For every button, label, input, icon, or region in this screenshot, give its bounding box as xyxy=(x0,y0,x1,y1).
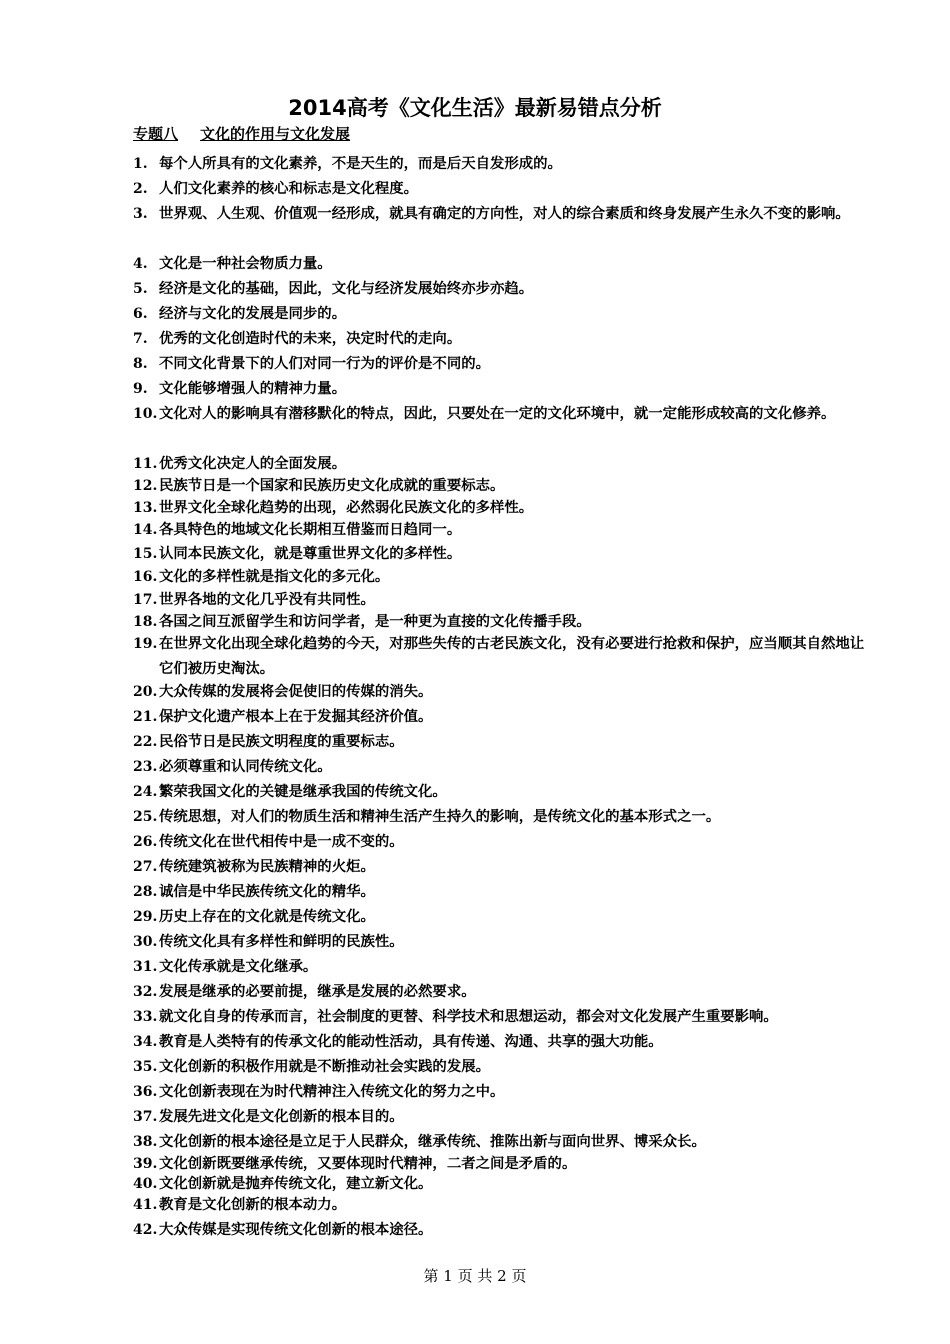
item-text: 保护文化遗产根本上在于发掘其经济价值。 xyxy=(159,709,433,725)
item-number: 33. xyxy=(133,1009,158,1025)
section-heading xyxy=(133,124,350,144)
item-number: 12. xyxy=(133,478,158,494)
item-number: 24. xyxy=(133,784,158,800)
item-text: 文化传承就是文化继承。 xyxy=(159,959,318,975)
item-number: 6. xyxy=(133,306,148,322)
item-number: 20. xyxy=(133,684,158,700)
list-item xyxy=(133,1193,868,1218)
item-number: 22. xyxy=(133,734,158,750)
item-text: 优秀的文化创造时代的未来，决定时代的走向。 xyxy=(159,331,462,347)
item-text: 认同本民族文化，就是尊重世界文化的多样性。 xyxy=(159,546,462,562)
item-text: 文化创新既要继承传统，又要体现时代精神，二者之间是矛盾的。 xyxy=(159,1156,577,1172)
item-text: 文化创新表现在为时代精神注入传统文化的努力之中。 xyxy=(159,1084,505,1100)
section-name: 文化的作用与文化发展 xyxy=(200,125,351,143)
item-text: 每个人所具有的文化素养，不是天生的，而是后天自发形成的。 xyxy=(159,156,562,172)
item-number: 9. xyxy=(133,381,148,397)
list-item xyxy=(133,565,868,590)
item-text: 优秀文化决定人的全面发展。 xyxy=(159,456,347,472)
item-number: 16. xyxy=(133,569,158,585)
list-item xyxy=(133,780,868,805)
list-item xyxy=(133,542,868,567)
list-item xyxy=(133,1218,868,1243)
item-number: 18. xyxy=(133,614,158,630)
item-number: 17. xyxy=(133,592,158,608)
item-text: 就文化自身的传承而言，社会制度的更替、科学技术和思想运动，都会对文化发展产生重要影响。 xyxy=(159,1009,778,1025)
item-number: 35. xyxy=(133,1059,158,1075)
list-item xyxy=(133,277,868,302)
item-number: 27. xyxy=(133,859,158,875)
list-item xyxy=(133,880,868,905)
list-item xyxy=(133,1055,868,1080)
section-label: 专题八 xyxy=(133,125,179,143)
list-item xyxy=(133,402,868,427)
item-number: 21. xyxy=(133,709,158,725)
item-number: 37. xyxy=(133,1109,158,1125)
item-text: 文化对人的影响具有潜移默化的特点，因此，只要处在一定的文化环境中，就一定能形成较高的文化修养。 xyxy=(159,406,836,422)
item-text: 文化创新的根本途径是立足于人民群众，继承传统、推陈出新与面向世界、博采众长。 xyxy=(159,1134,706,1150)
item-number: 14. xyxy=(133,522,158,538)
list-item xyxy=(133,755,868,780)
list-item xyxy=(133,955,868,980)
list-item xyxy=(133,518,868,543)
item-number: 42. xyxy=(133,1222,158,1238)
list-item xyxy=(133,202,868,227)
item-text: 民族节日是一个国家和民族历史文化成就的重要标志。 xyxy=(159,478,505,494)
item-text: 世界文化全球化趋势的出现，必然弱化民族文化的多样性。 xyxy=(159,500,534,516)
item-text: 大众传媒是实现传统文化创新的根本途径。 xyxy=(159,1222,433,1238)
item-number: 38. xyxy=(133,1134,158,1150)
item-text: 历史上存在的文化就是传统文化。 xyxy=(159,909,375,925)
list-item xyxy=(133,805,868,830)
item-number: 25. xyxy=(133,809,158,825)
list-item xyxy=(133,705,868,730)
item-text: 文化是一种社会物质力量。 xyxy=(159,256,332,272)
item-text: 民俗节日是民族文明程度的重要标志。 xyxy=(159,734,404,750)
item-text: 人们文化素养的核心和标志是文化程度。 xyxy=(159,181,419,197)
list-item xyxy=(133,252,868,277)
item-text: 文化的多样性就是指文化的多元化。 xyxy=(159,569,390,585)
item-text: 诚信是中华民族传统文化的精华。 xyxy=(159,884,375,900)
item-text: 不同文化背景下的人们对同一行为的评价是不同的。 xyxy=(159,356,490,372)
item-text: 传统文化具有多样性和鲜明的民族性。 xyxy=(159,934,404,950)
item-number: 26. xyxy=(133,834,158,850)
list-item xyxy=(133,1030,868,1055)
item-number: 39. xyxy=(133,1156,158,1172)
list-item xyxy=(133,1080,868,1105)
item-number: 11. xyxy=(133,456,158,472)
item-text: 发展先进文化是文化创新的根本目的。 xyxy=(159,1109,404,1125)
item-number: 34. xyxy=(133,1034,158,1050)
item-number: 31. xyxy=(133,959,158,975)
list-item xyxy=(133,980,868,1005)
item-number: 1. xyxy=(133,156,148,172)
list-item xyxy=(133,905,868,930)
item-text: 文化创新就是抛弃传统文化，建立新文化。 xyxy=(159,1176,433,1192)
list-item xyxy=(133,730,868,755)
list-item xyxy=(133,855,868,880)
list-item xyxy=(133,1105,868,1130)
item-text: 繁荣我国文化的关键是继承我国的传统文化。 xyxy=(159,784,447,800)
item-text: 教育是人类特有的传承文化的能动性活动，具有传递、沟通、共享的强大功能。 xyxy=(159,1034,663,1050)
list-item xyxy=(133,632,868,682)
item-number: 19. xyxy=(133,636,158,652)
item-text: 世界各地的文化几乎没有共同性。 xyxy=(159,592,375,608)
item-text: 文化能够增强人的精神力量。 xyxy=(159,381,347,397)
item-number: 40. xyxy=(133,1176,158,1192)
page-footer: 第 1 页 共 2 页 xyxy=(423,1267,527,1285)
list-item xyxy=(133,177,868,202)
item-number: 8. xyxy=(133,356,148,372)
document-title: 2014高考《文化生活》最新易错点分析 xyxy=(288,96,662,120)
item-text: 各国之间互派留学生和访问学者，是一种更为直接的文化传播手段。 xyxy=(159,614,591,630)
item-text: 世界观、人生观、价值观一经形成，就具有确定的方向性，对人的综合素质和终身发展产生永久不变的影响。 xyxy=(159,206,850,222)
item-number: 3. xyxy=(133,206,148,222)
list-item xyxy=(133,302,868,327)
item-number: 15. xyxy=(133,546,158,562)
item-number: 7. xyxy=(133,331,148,347)
item-text: 发展是继承的必要前提，继承是发展的必然要求。 xyxy=(159,984,476,1000)
item-number: 30. xyxy=(133,934,158,950)
item-number: 23. xyxy=(133,759,158,775)
item-text: 文化创新的积极作用就是不断推动社会实践的发展。 xyxy=(159,1059,490,1075)
item-text: 在世界文化出现全球化趋势的今天，对那些失传的古老民族文化，没有必要进行抢救和保护，应当顺其自然地让它们被历史淘汰。 xyxy=(159,636,865,677)
list-item xyxy=(133,930,868,955)
item-number: 36. xyxy=(133,1084,158,1100)
list-item xyxy=(133,327,868,352)
item-text: 各具特色的地域文化长期相互借鉴而日趋同一。 xyxy=(159,522,462,538)
item-text: 传统建筑被称为民族精神的火炬。 xyxy=(159,859,375,875)
list-item xyxy=(133,680,868,705)
item-text: 经济是文化的基础，因此，文化与经济发展始终亦步亦趋。 xyxy=(159,281,534,297)
item-text: 必须尊重和认同传统文化。 xyxy=(159,759,332,775)
list-item xyxy=(133,152,868,177)
item-text: 经济与文化的发展是同步的。 xyxy=(159,306,347,322)
item-number: 29. xyxy=(133,909,158,925)
item-number: 5. xyxy=(133,281,148,297)
list-item xyxy=(133,352,868,377)
item-number: 32. xyxy=(133,984,158,1000)
item-number: 10. xyxy=(133,406,158,422)
item-number: 13. xyxy=(133,500,158,516)
item-number: 2. xyxy=(133,181,148,197)
list-item xyxy=(133,830,868,855)
item-text: 传统思想，对人们的物质生活和精神生活产生持久的影响，是传统文化的基本形式之一。 xyxy=(159,809,721,825)
item-text: 大众传媒的发展将会促使旧的传媒的消失。 xyxy=(159,684,433,700)
item-text: 传统文化在世代相传中是一成不变的。 xyxy=(159,834,404,850)
item-text: 教育是文化创新的根本动力。 xyxy=(159,1197,347,1213)
item-number: 41. xyxy=(133,1197,158,1213)
list-item xyxy=(133,1005,868,1030)
list-item xyxy=(133,377,868,402)
item-number: 4. xyxy=(133,256,148,272)
item-number: 28. xyxy=(133,884,158,900)
